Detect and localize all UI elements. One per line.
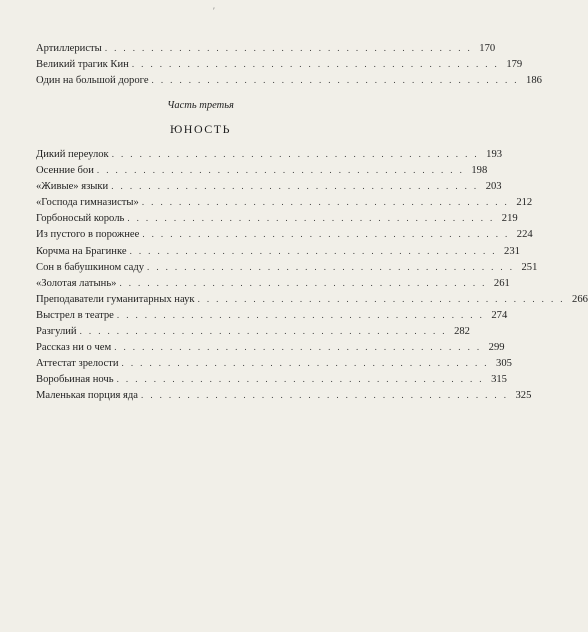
dot-leader: . . . . . . . . . . . . . . . . . . . . . . . . . . . . . . . . . . . . . . . . (116, 309, 485, 320)
toc-entry-page: 212 (516, 197, 533, 209)
part-heading: Часть третья (167, 100, 234, 111)
toc-entry-page: 274 (491, 309, 508, 321)
toc-entry-title: «Золотая латынь» (36, 277, 117, 289)
toc-section-list (36, 146, 588, 404)
toc-entry-title: Артиллеристы (36, 43, 102, 54)
toc-entry (36, 323, 470, 339)
toc-entry-title: Сон в бабушкином саду (36, 261, 145, 273)
toc-entry-page: 299 (488, 342, 505, 354)
toc-entry-page: 170 (479, 43, 496, 54)
dot-leader: . . . . . . . . . . . . . . . . . . . . . . . . . . . . . . . . . . . . . . . . (79, 326, 447, 337)
dot-leader: . . . . . . . . . . . . . . . . . . . . . . . . . . . . . . . . . . . . . . . . (116, 374, 484, 385)
dot-leader: . . . . . . . . . . . . . . . . . . . . . . . . . . . . . . . . . . . . . . . . (141, 390, 509, 401)
toc-entry-page: 315 (491, 374, 507, 386)
dot-leader: . . . . . . . . . . . . . . . . . . . . . . . . . . . . . . . . . . . . . . . . (141, 197, 510, 208)
dot-leader: . . . . . . . . . . . . . . . . . . . . . . . . . . . . . . . . . . . . . . . . (111, 181, 479, 192)
toc-entry-page: 261 (493, 277, 510, 289)
toc-entry (36, 146, 503, 162)
dot-leader: . . . . . . . . . . . . . . . . . . . . . . . . . . . . . . . . . . . . . . . . (96, 165, 465, 176)
dot-leader: . . . . . . . . . . . . . . . . . . . . . . . . . . . . . . . . . . . . . . . . (147, 261, 515, 272)
toc-entry (36, 275, 510, 291)
toc-entry-title: Горбоносый король (36, 213, 125, 225)
toc-entry (36, 355, 512, 371)
toc-entry (36, 162, 488, 178)
toc-entry (36, 56, 523, 72)
dot-leader: . . . . . . . . . . . . . . . . . . . . . . . . . . . . . . . . . . . . . . . . (129, 245, 497, 256)
toc-entry-title: «Живые» языки (36, 181, 109, 193)
toc-entry (36, 259, 538, 275)
toc-entry-page: 193 (486, 149, 503, 160)
toc-entry-title: Аттестат зрелости (36, 358, 119, 370)
toc-entry (36, 210, 518, 226)
dot-leader: . . . . . . . . . . . . . . . . . . . . . . . . . . . . . . . . . . . . . . . . (104, 43, 473, 53)
toc-entry-title: «Господа гимназисты» (36, 197, 139, 209)
toc-entry (36, 194, 533, 210)
toc-entry (36, 226, 533, 242)
speck-mark: ′ (213, 6, 215, 16)
dot-leader: . . . . . . . . . . . . . . . . . . . . . . . . . . . . . . . . . . . . . . . . (197, 293, 565, 304)
toc-entry (36, 307, 508, 323)
dot-leader: . . . . . . . . . . . . . . . . . . . . . . . . . . . . . . . . . . . . . . . . (131, 59, 500, 70)
dot-leader: . . . . . . . . . . . . . . . . . . . . . . . . . . . . . . . . . . . . . . . . (127, 213, 495, 224)
toc-entry-page: 198 (471, 165, 488, 177)
toc-entry-title: Из пустого в порожнее (36, 229, 140, 241)
toc-entry-page: 231 (504, 245, 520, 257)
toc-entry-page: 305 (496, 358, 512, 370)
toc-entry-page: 224 (516, 229, 533, 241)
toc-entry-title: Преподаватели гуманитарных наук (36, 293, 195, 305)
dot-leader: . . . . . . . . . . . . . . . . . . . . . . . . . . . . . . . . . . . . . . . . (111, 149, 480, 159)
toc-entry-page: 251 (521, 261, 538, 273)
toc-entry-title: Один на большой дороге (36, 75, 149, 87)
toc-entry-title: Дикий переулок (36, 149, 109, 160)
toc-entry-page: 179 (506, 59, 523, 71)
toc-entry (36, 72, 542, 88)
toc-entry-page: 282 (454, 326, 470, 338)
toc-entry-title: Великий трагик Кин (36, 59, 129, 71)
section-title: ЮНОСТЬ (169, 122, 232, 136)
toc-entry-page: 186 (526, 75, 542, 87)
toc-entry (36, 40, 496, 56)
dot-leader: . . . . . . . . . . . . . . . . . . . . . . . . . . . . . . . . . . . . . . . . (151, 75, 519, 86)
toc-entry (36, 339, 505, 355)
toc-entry (36, 178, 502, 194)
toc-entry-title: Выстрел в театре (36, 309, 114, 321)
toc-entry-title: Воробьиная ночь (36, 374, 114, 386)
toc-entry-title: Корчма на Брагинке (36, 245, 127, 257)
toc-continued-list (36, 40, 542, 88)
toc-entry (36, 243, 520, 259)
toc-entry-page: 219 (501, 213, 518, 225)
toc-entry-title: Рассказ ни о чем (36, 342, 112, 354)
toc-entry-title: Осенние бои (36, 165, 94, 177)
toc-entry-page: 325 (515, 390, 532, 402)
toc-entry (36, 291, 588, 307)
dot-leader: . . . . . . . . . . . . . . . . . . . . . . . . . . . . . . . . . . . . . . . . (119, 277, 487, 288)
toc-entry-page: 203 (485, 181, 502, 193)
toc-entry (36, 371, 507, 387)
toc-entry-title: Разгулий (36, 326, 77, 338)
dot-leader: . . . . . . . . . . . . . . . . . . . . . . . . . . . . . . . . . . . . . . . . (142, 229, 510, 240)
toc-entry-page: 266 (572, 293, 588, 305)
toc-entry (36, 387, 532, 403)
toc-entry-title: Маленькая порция яда (36, 390, 139, 402)
dot-leader: . . . . . . . . . . . . . . . . . . . . . . . . . . . . . . . . . . . . . . . . (114, 342, 482, 353)
dot-leader: . . . . . . . . . . . . . . . . . . . . . . . . . . . . . . . . . . . . . . . . (121, 358, 489, 369)
